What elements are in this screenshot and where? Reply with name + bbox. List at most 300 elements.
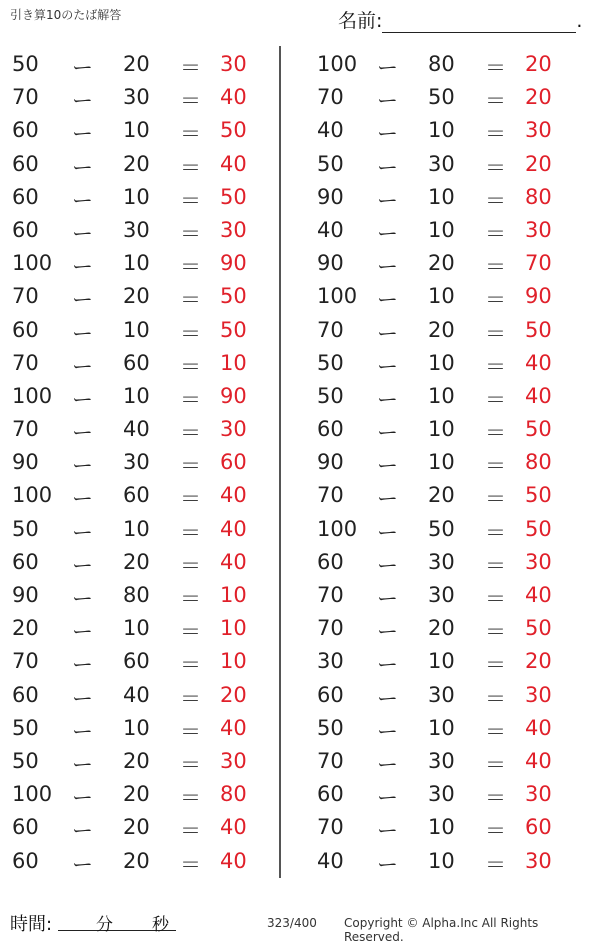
minuend: 50	[317, 383, 344, 408]
minuend: 100	[12, 782, 53, 807]
problem-row	[0, 679, 290, 712]
minus-sign: ー	[72, 255, 93, 280]
equals-sign: ＝	[485, 520, 506, 545]
minuend: 100	[317, 52, 358, 76]
equals-sign: ＝	[485, 587, 506, 611]
minuend: 60	[317, 417, 344, 442]
subtrahend: 20	[123, 748, 150, 773]
minus-sign: ー	[72, 587, 93, 611]
minuend: 100	[12, 251, 53, 276]
equals-sign: ＝	[485, 188, 506, 213]
equals-sign: ＝	[485, 288, 506, 313]
minuend: 60	[12, 549, 39, 574]
minuend: 60	[12, 118, 39, 143]
equals-sign: ＝	[485, 653, 506, 678]
minus-sign: ー	[72, 686, 93, 711]
problem-row	[0, 479, 290, 512]
minuend: 70	[317, 616, 344, 641]
equals-sign: ＝	[485, 155, 506, 180]
minus-sign: ー	[377, 255, 398, 280]
problem-row	[0, 114, 290, 147]
equals-sign: ＝	[485, 487, 506, 512]
subtrahend: 80	[123, 583, 150, 607]
equals-sign: ＝	[180, 786, 201, 811]
minus-sign: ー	[377, 56, 398, 80]
minus-sign: ー	[72, 421, 93, 446]
answer: 30	[220, 417, 247, 442]
equals-sign: ＝	[180, 221, 201, 246]
minuend: 70	[317, 748, 344, 773]
answer: 40	[220, 516, 247, 541]
minuend: 70	[317, 583, 344, 607]
equals-sign: ＝	[180, 819, 201, 844]
subtrahend: 10	[123, 516, 150, 541]
subtrahend: 20	[123, 284, 150, 309]
minuend: 50	[317, 151, 344, 176]
minuend: 90	[12, 450, 39, 475]
equals-sign: ＝	[180, 719, 201, 744]
problem-row	[305, 579, 595, 612]
equals-sign: ＝	[180, 620, 201, 645]
problem-row	[305, 845, 595, 878]
minus-sign: ー	[72, 819, 93, 844]
answer: 50	[220, 118, 247, 143]
problem-row	[305, 413, 595, 446]
equals-sign: ＝	[180, 387, 201, 412]
minus-sign: ー	[72, 288, 93, 313]
minuend: 70	[317, 85, 344, 110]
equals-sign: ＝	[180, 122, 201, 147]
subtrahend: 20	[123, 549, 150, 574]
subtrahend: 10	[428, 118, 455, 143]
problem-row	[0, 579, 290, 612]
minus-sign: ー	[72, 653, 93, 678]
problem-row	[0, 413, 290, 446]
copyright-notice: Copyright © Alpha.Inc All Rights Reserved.	[344, 916, 539, 944]
time-label: 時間:	[10, 914, 53, 935]
subtrahend: 20	[123, 848, 150, 873]
problem-row	[305, 148, 595, 181]
subtrahend: 10	[428, 649, 455, 674]
problem-row	[305, 81, 595, 114]
equals-sign: ＝	[180, 487, 201, 512]
name-end-dot: .	[576, 10, 583, 32]
minuend: 60	[12, 184, 39, 209]
minuend: 60	[317, 549, 344, 574]
problem-row	[0, 811, 290, 844]
name-write-line	[382, 14, 576, 33]
minuend: 50	[12, 748, 39, 773]
answer: 30	[525, 682, 552, 707]
answer: 50	[220, 184, 247, 209]
minuend: 50	[317, 715, 344, 740]
minuend: 60	[317, 682, 344, 707]
minus-sign: ー	[72, 852, 93, 877]
minus-sign: ー	[72, 752, 93, 777]
minus-sign: ー	[377, 819, 398, 844]
answer: 30	[525, 549, 552, 574]
left-problem-column	[0, 48, 290, 878]
problem-row	[0, 612, 290, 645]
equals-sign: ＝	[485, 819, 506, 844]
minuend: 50	[12, 516, 39, 541]
problem-row	[305, 612, 595, 645]
answer: 10	[220, 616, 247, 641]
answer: 50	[220, 284, 247, 309]
answer: 60	[525, 815, 552, 840]
answer: 40	[525, 715, 552, 740]
subtrahend: 10	[428, 450, 455, 475]
problem-row	[305, 214, 595, 247]
subtrahend: 10	[123, 616, 150, 641]
subtrahend: 10	[123, 118, 150, 143]
problem-row	[305, 247, 595, 280]
equals-sign: ＝	[180, 653, 201, 678]
minuend: 90	[317, 450, 344, 475]
answer: 30	[220, 748, 247, 773]
answer: 90	[525, 284, 552, 309]
subtrahend: 10	[428, 715, 455, 740]
minuend: 60	[12, 151, 39, 176]
equals-sign: ＝	[485, 221, 506, 246]
minus-sign: ー	[72, 188, 93, 213]
equals-sign: ＝	[180, 520, 201, 545]
answer: 30	[525, 118, 552, 143]
subtrahend: 10	[428, 284, 455, 309]
minuend: 60	[317, 782, 344, 807]
problem-row	[0, 645, 290, 678]
page-number: 323/400	[267, 916, 317, 930]
equals-sign: ＝	[485, 354, 506, 379]
minus-sign: ー	[72, 354, 93, 379]
worksheet-title: 引き算10のたば解答	[10, 8, 122, 22]
problem-row	[0, 745, 290, 778]
equals-sign: ＝	[180, 321, 201, 346]
subtrahend: 30	[428, 549, 455, 574]
subtrahend: 10	[428, 815, 455, 840]
column-divider	[279, 46, 281, 878]
answer: 30	[525, 782, 552, 807]
answer: 40	[525, 350, 552, 375]
problem-row	[305, 679, 595, 712]
equals-sign: ＝	[485, 620, 506, 645]
subtrahend: 20	[123, 52, 150, 76]
minus-sign: ー	[377, 653, 398, 678]
problem-row	[305, 479, 595, 512]
answer: 50	[220, 317, 247, 342]
equals-sign: ＝	[485, 122, 506, 147]
minuend: 40	[317, 118, 344, 143]
seconds-label: 秒	[152, 915, 169, 935]
equals-sign: ＝	[180, 752, 201, 777]
answer: 50	[525, 317, 552, 342]
answer: 80	[220, 782, 247, 807]
subtrahend: 20	[123, 815, 150, 840]
minus-sign: ー	[377, 553, 398, 578]
minus-sign: ー	[72, 221, 93, 246]
answer: 50	[525, 417, 552, 442]
answer: 50	[525, 483, 552, 508]
answer: 50	[525, 616, 552, 641]
equals-sign: ＝	[180, 852, 201, 877]
minus-sign: ー	[72, 620, 93, 645]
equals-sign: ＝	[180, 354, 201, 379]
answer: 40	[220, 85, 247, 110]
subtrahend: 10	[123, 184, 150, 209]
answer: 30	[220, 52, 247, 76]
minus-sign: ー	[72, 56, 93, 80]
minuend: 70	[12, 417, 39, 442]
equals-sign: ＝	[180, 188, 201, 213]
equals-sign: ＝	[485, 255, 506, 280]
minuend: 70	[317, 317, 344, 342]
minuend: 40	[317, 217, 344, 242]
subtrahend: 20	[428, 483, 455, 508]
minus-sign: ー	[377, 421, 398, 446]
minus-sign: ー	[377, 520, 398, 545]
equals-sign: ＝	[485, 421, 506, 446]
minus-sign: ー	[377, 354, 398, 379]
minuend: 100	[317, 284, 358, 309]
answer: 20	[525, 151, 552, 176]
minus-sign: ー	[377, 752, 398, 777]
subtrahend: 20	[428, 251, 455, 276]
equals-sign: ＝	[485, 454, 506, 479]
minus-sign: ー	[72, 155, 93, 180]
subtrahend: 20	[428, 317, 455, 342]
minuend: 60	[12, 682, 39, 707]
problem-row	[0, 347, 290, 380]
answer: 90	[220, 251, 247, 276]
equals-sign: ＝	[485, 852, 506, 877]
answer: 40	[220, 715, 247, 740]
minus-sign: ー	[72, 122, 93, 147]
answer: 50	[525, 516, 552, 541]
answer: 40	[220, 549, 247, 574]
equals-sign: ＝	[180, 56, 201, 80]
minuend: 60	[12, 317, 39, 342]
subtrahend: 10	[428, 184, 455, 209]
equals-sign: ＝	[485, 553, 506, 578]
problem-row	[305, 513, 595, 546]
answer: 40	[220, 815, 247, 840]
problem-row	[0, 513, 290, 546]
minus-sign: ー	[377, 487, 398, 512]
equals-sign: ＝	[485, 56, 506, 80]
answer: 80	[525, 184, 552, 209]
footer	[0, 906, 600, 944]
minuend: 100	[12, 483, 53, 508]
problem-row	[0, 446, 290, 479]
minus-sign: ー	[377, 852, 398, 877]
minuend: 100	[12, 383, 53, 408]
answer: 40	[525, 383, 552, 408]
subtrahend: 60	[123, 350, 150, 375]
subtrahend: 30	[123, 217, 150, 242]
minus-sign: ー	[377, 454, 398, 479]
subtrahend: 50	[428, 85, 455, 110]
subtrahend: 60	[123, 649, 150, 674]
minus-sign: ー	[72, 719, 93, 744]
answer: 40	[525, 583, 552, 607]
answer: 20	[220, 682, 247, 707]
problem-row	[0, 214, 290, 247]
subtrahend: 60	[123, 483, 150, 508]
minuend: 90	[317, 184, 344, 209]
answer: 10	[220, 649, 247, 674]
subtrahend: 10	[123, 251, 150, 276]
problem-row	[0, 81, 290, 114]
minuend: 70	[12, 649, 39, 674]
subtrahend: 80	[428, 52, 455, 76]
answer: 30	[220, 217, 247, 242]
answer: 40	[220, 151, 247, 176]
minus-sign: ー	[377, 620, 398, 645]
subtrahend: 20	[428, 616, 455, 641]
subtrahend: 10	[428, 217, 455, 242]
minuend: 70	[12, 85, 39, 110]
subtrahend: 20	[123, 151, 150, 176]
minus-sign: ー	[72, 89, 93, 114]
equals-sign: ＝	[180, 454, 201, 479]
problem-row	[0, 778, 290, 811]
equals-sign: ＝	[180, 155, 201, 180]
subtrahend: 30	[428, 748, 455, 773]
answer: 40	[220, 848, 247, 873]
minus-sign: ー	[72, 520, 93, 545]
problem-row	[0, 247, 290, 280]
minuend: 20	[12, 616, 39, 641]
subtrahend: 30	[428, 583, 455, 607]
minuend: 50	[12, 52, 39, 76]
minus-sign: ー	[377, 188, 398, 213]
problem-row	[305, 380, 595, 413]
minuend: 70	[317, 483, 344, 508]
answer: 60	[220, 450, 247, 475]
subtrahend: 20	[123, 782, 150, 807]
equals-sign: ＝	[485, 686, 506, 711]
minuend: 100	[317, 516, 358, 541]
answer: 20	[525, 85, 552, 110]
minuend: 50	[317, 350, 344, 375]
problem-row	[0, 845, 290, 878]
subtrahend: 10	[428, 350, 455, 375]
minuend: 90	[317, 251, 344, 276]
minus-sign: ー	[377, 387, 398, 412]
answer: 40	[220, 483, 247, 508]
problem-row	[305, 546, 595, 579]
problem-row	[305, 280, 595, 313]
answer: 30	[525, 848, 552, 873]
problem-row	[0, 48, 290, 81]
equals-sign: ＝	[180, 288, 201, 313]
minuend: 40	[317, 848, 344, 873]
equals-sign: ＝	[485, 387, 506, 412]
minuend: 70	[12, 350, 39, 375]
name-label: 名前:	[338, 10, 383, 32]
subtrahend: 40	[123, 417, 150, 442]
subtrahend: 10	[123, 383, 150, 408]
problem-row	[0, 712, 290, 745]
subtrahend: 10	[428, 417, 455, 442]
minuend: 90	[12, 583, 39, 607]
problem-row	[0, 148, 290, 181]
minus-sign: ー	[72, 487, 93, 512]
equals-sign: ＝	[485, 321, 506, 346]
problem-row	[305, 48, 595, 81]
minus-sign: ー	[377, 155, 398, 180]
subtrahend: 10	[123, 715, 150, 740]
answer: 70	[525, 251, 552, 276]
minus-sign: ー	[377, 686, 398, 711]
minuend: 60	[12, 217, 39, 242]
subtrahend: 10	[123, 317, 150, 342]
subtrahend: 30	[123, 85, 150, 110]
answer: 80	[525, 450, 552, 475]
minus-sign: ー	[72, 553, 93, 578]
problem-row	[305, 446, 595, 479]
problem-row	[305, 745, 595, 778]
answer: 30	[525, 217, 552, 242]
minus-sign: ー	[72, 387, 93, 412]
problem-row	[305, 347, 595, 380]
subtrahend: 40	[123, 682, 150, 707]
subtrahend: 10	[428, 848, 455, 873]
answer: 40	[525, 748, 552, 773]
minus-sign: ー	[377, 221, 398, 246]
problem-row	[305, 314, 595, 347]
answer: 10	[220, 583, 247, 607]
subtrahend: 30	[123, 450, 150, 475]
minuend: 30	[317, 649, 344, 674]
minuend: 60	[12, 848, 39, 873]
subtrahend: 30	[428, 682, 455, 707]
minus-sign: ー	[72, 454, 93, 479]
minus-sign: ー	[377, 122, 398, 147]
problem-row	[0, 380, 290, 413]
minus-sign: ー	[72, 321, 93, 346]
problem-row	[305, 778, 595, 811]
problem-row	[0, 314, 290, 347]
minuend: 50	[12, 715, 39, 740]
problem-row	[0, 280, 290, 313]
subtrahend: 30	[428, 782, 455, 807]
problem-row	[305, 645, 595, 678]
answer: 10	[220, 350, 247, 375]
equals-sign: ＝	[485, 89, 506, 114]
problem-row	[0, 181, 290, 214]
equals-sign: ＝	[180, 553, 201, 578]
problem-row	[305, 811, 595, 844]
equals-sign: ＝	[485, 752, 506, 777]
subtrahend: 50	[428, 516, 455, 541]
equals-sign: ＝	[180, 89, 201, 114]
minus-sign: ー	[377, 786, 398, 811]
minus-sign: ー	[377, 321, 398, 346]
minus-sign: ー	[377, 587, 398, 611]
minuend: 70	[12, 284, 39, 309]
equals-sign: ＝	[180, 587, 201, 611]
minus-sign: ー	[377, 719, 398, 744]
minutes-label: 分	[96, 915, 113, 935]
answer: 20	[525, 649, 552, 674]
answer: 20	[525, 52, 552, 76]
minuend: 70	[317, 815, 344, 840]
equals-sign: ＝	[180, 421, 201, 446]
problem-row	[305, 181, 595, 214]
right-problem-column	[305, 48, 595, 878]
equals-sign: ＝	[485, 719, 506, 744]
